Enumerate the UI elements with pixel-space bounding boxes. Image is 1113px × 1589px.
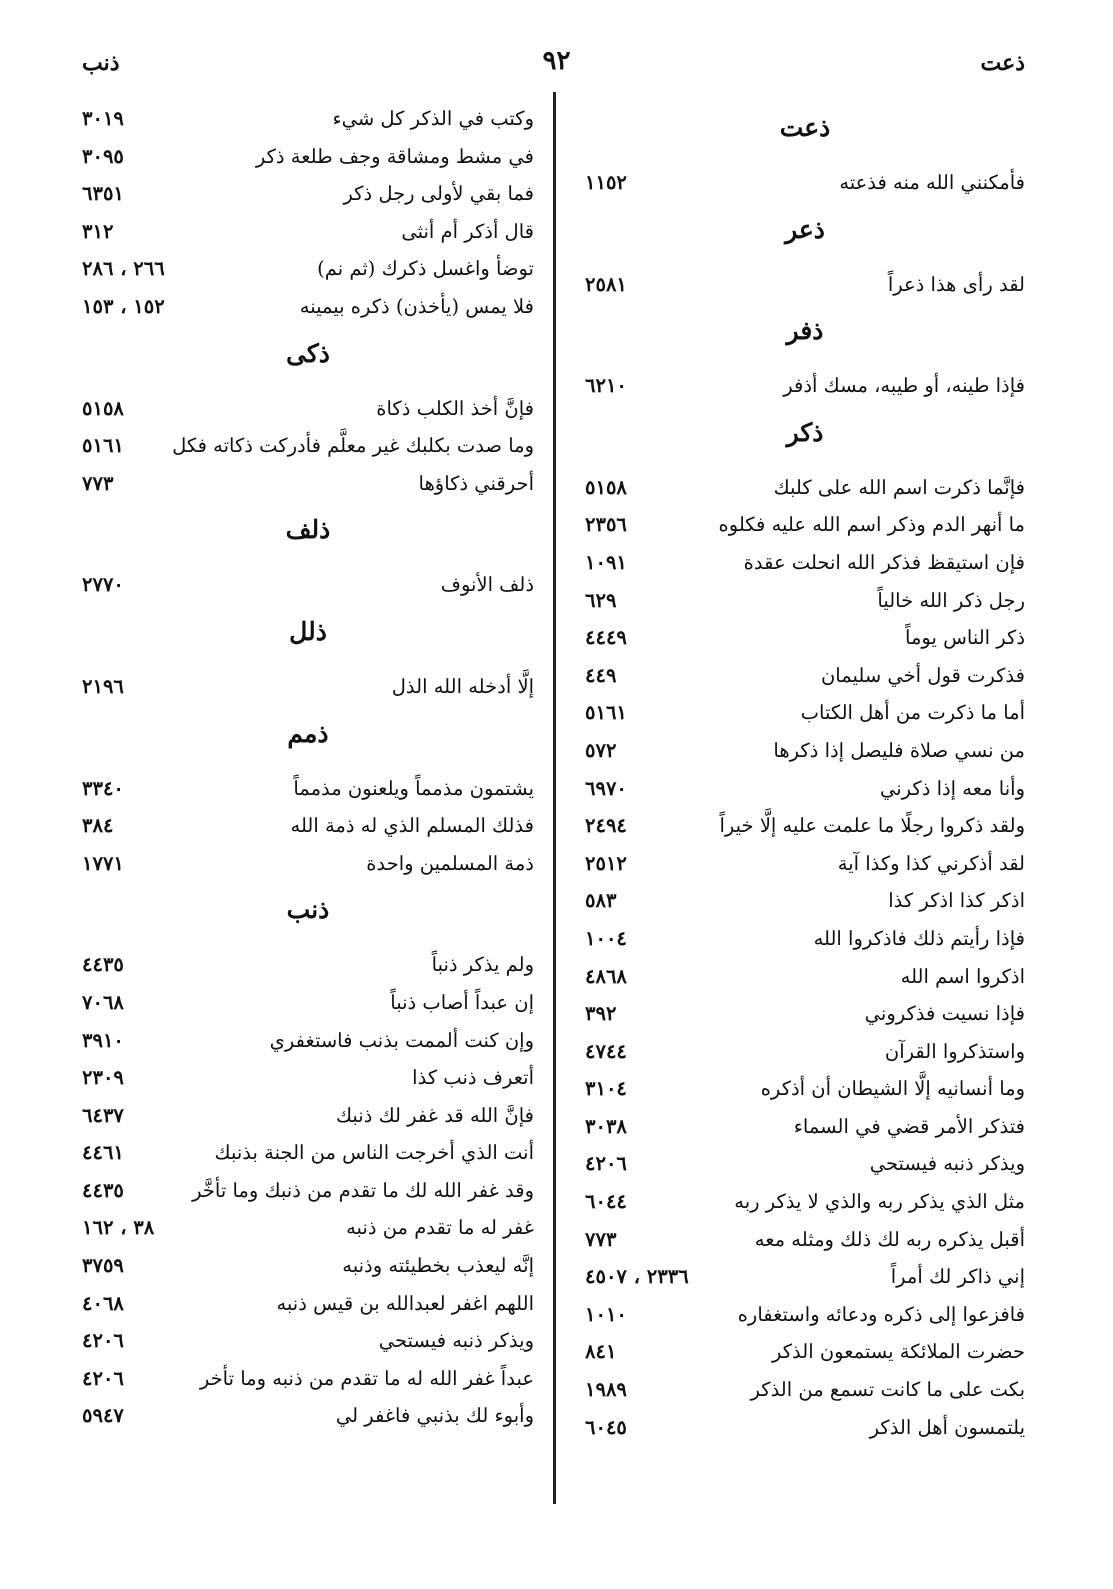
section-heading: ذلل [289, 616, 327, 646]
index-entry [585, 367, 1025, 405]
entry-text: فإذا نسيت فذكروني [864, 1002, 1025, 1026]
entry-text: فإنَّ أخذ الكلب ذكاة [376, 396, 534, 420]
entry-reference-number: ٢٣٥٦ [585, 513, 627, 537]
entry-text: وما أنسانيه إلَّا الشيطان أن أذكره [760, 1077, 1025, 1101]
index-entry [82, 1022, 534, 1060]
entry-text: فإنَّما ذكرت اسم الله على كلبك [773, 475, 1025, 499]
entry-reference-number: ٦٢٩ [585, 588, 617, 612]
index-entry [82, 138, 534, 176]
index-entry [82, 1322, 534, 1360]
entry-reference-number: ٣١٢ [82, 219, 114, 243]
index-entry [585, 582, 1025, 620]
index-entry [82, 984, 534, 1022]
entry-text: ما أنهر الدم وذكر اسم الله عليه فكلوه [718, 513, 1025, 537]
entry-text: ولم يذكر ذنباً [431, 953, 534, 977]
index-entry [82, 1097, 534, 1135]
section-heading: ذفر [786, 316, 824, 346]
index-entry [82, 1247, 534, 1285]
section-heading: ذعت [779, 113, 831, 142]
entry-reference-number: ٤٤٣٥ [82, 953, 124, 977]
index-entry [585, 845, 1025, 883]
entry-text: فأمكنني الله منه فذعته [839, 171, 1025, 194]
index-entry [82, 390, 534, 428]
entry-reference-number: ٦٠٤٥ [585, 1415, 627, 1439]
left-column [82, 100, 534, 1435]
entry-reference-number: ٢٣٣٦ ، ٤٥٠٧ [585, 1265, 689, 1289]
entry-reference-number: ٥١٥٨ [82, 396, 124, 420]
entry-reference-number: ٢٧٧٠ [82, 573, 124, 597]
entry-reference-number: ٣٨٤ [82, 814, 114, 838]
entry-reference-number: ٢٤٩٤ [585, 814, 627, 838]
entry-reference-number: ٥٩٤٧ [82, 1404, 124, 1428]
index-entry [585, 995, 1025, 1033]
index-entry [585, 1070, 1025, 1108]
entry-reference-number: ٣٠٩٥ [82, 144, 124, 168]
index-entry [82, 807, 534, 845]
entry-reference-number: ٧٠٦٨ [82, 990, 124, 1014]
entry-reference-number: ٧٧٣ [585, 1227, 617, 1251]
entry-text: اللهم اغفر لعبدالله بن قيس ذنبه [276, 1291, 534, 1315]
index-entry [585, 1371, 1025, 1409]
entry-reference-number: ٤٤٣٥ [82, 1178, 124, 1202]
index-entry [585, 882, 1025, 920]
entry-text: توضأ واغسل ذكرك (ثم نم) [317, 257, 534, 281]
entry-reference-number: ٣٩١٠ [82, 1028, 124, 1052]
entry-reference-number: ٦٩٧٠ [585, 776, 627, 800]
column-divider [553, 92, 556, 1504]
entry-reference-number: ١٠٩١ [585, 550, 627, 574]
index-entry [585, 958, 1025, 996]
entry-reference-number: ١٥٢ ، ١٥٣ [82, 294, 165, 318]
entry-reference-number: ٤٤٩ [585, 663, 617, 687]
entry-text: فإن استيقظ فذكر الله انحلت عقدة [743, 550, 1025, 574]
entry-text: وإن كنت ألممت بذنب فاستغفري [269, 1028, 534, 1052]
entry-reference-number: ٧٧٣ [82, 471, 114, 495]
entry-reference-number: ٤٨٦٨ [585, 964, 627, 988]
index-entry [82, 770, 534, 808]
entry-text: بكت على ما كانت تسمع من الذكر [750, 1378, 1025, 1402]
entry-reference-number: ٦٢١٠ [585, 374, 627, 398]
index-entry [82, 100, 534, 138]
entry-text: فإذا رأيتم ذلك فاذكروا الله [813, 926, 1025, 950]
entry-reference-number: ٢٥١٢ [585, 851, 627, 875]
index-entry [82, 465, 534, 503]
section-heading: ذنب [286, 895, 330, 925]
entry-reference-number: ٣٨ ، ١٦٢ [82, 1216, 155, 1240]
entry-reference-number: ٥٨٣ [585, 889, 617, 913]
entry-text: فذكرت قول أخي سليمان [820, 663, 1025, 687]
index-entry [585, 1296, 1025, 1334]
index-entry [82, 946, 534, 984]
entry-reference-number: ٥١٥٨ [585, 475, 627, 499]
entry-text: فافزعوا إلى ذكره ودعائه واستغفاره [737, 1302, 1025, 1326]
entry-text: إن عبداً أصاب ذنباً [390, 990, 534, 1014]
entry-reference-number: ٤٤٤٩ [585, 626, 627, 650]
entry-reference-number: ١١٥٢ [585, 171, 627, 194]
entry-reference-number: ٥١٦١ [585, 701, 627, 725]
entry-reference-number: ٥٧٢ [585, 738, 617, 762]
entry-text: لقد رأى هذا ذعراً [887, 272, 1025, 296]
entry-text: اذكر كذا اذكر كذا [888, 889, 1025, 913]
entry-text: مثل الذي يذكر ربه والذي لا يذكر ربه [734, 1190, 1025, 1214]
entry-reference-number: ٢٦٦ ، ٢٨٦ [82, 257, 165, 281]
entry-text: ويذكر ذنبه فيستحي [869, 1152, 1025, 1176]
entry-text: يلتمسون أهل الذكر [869, 1415, 1025, 1439]
entry-text: فلا يمس (يأخذن) ذكره بيمينه [299, 294, 534, 318]
index-entry [82, 250, 534, 288]
index-entry [585, 1221, 1025, 1259]
entry-text: يشتمون مذمماً ويلعنون مذمماً [293, 776, 534, 800]
entry-reference-number: ١٠٠٤ [585, 926, 627, 950]
entry-text: ذكر الناس يوماً [905, 626, 1025, 650]
index-entry [82, 1285, 534, 1323]
index-entry [82, 213, 534, 251]
entry-reference-number: ٦٤٣٧ [82, 1103, 124, 1127]
entry-text: ذمة المسلمين واحدة [366, 851, 534, 875]
entry-reference-number: ٣٠١٩ [82, 107, 124, 130]
index-entry [585, 1033, 1025, 1071]
page-header [0, 42, 1113, 82]
entry-text: أتعرف ذنب كذا [412, 1066, 534, 1090]
index-entry [82, 427, 534, 465]
entry-text: فما بقي لأولى رجل ذكر [343, 182, 534, 206]
entry-reference-number: ٣٣٤٠ [82, 776, 124, 800]
entry-text: واستذكروا القرآن [884, 1039, 1025, 1063]
entry-text: إنَّه ليعذب بخطيئته وذنبه [342, 1254, 534, 1278]
index-entry [585, 1108, 1025, 1146]
index-entry [82, 1209, 534, 1247]
index-entry [585, 920, 1025, 958]
entry-text: فإذا طينه، أو طيبه، مسك أذفر [783, 374, 1025, 398]
page-number: ٩٢ [542, 46, 571, 76]
index-entry [585, 266, 1025, 304]
header-right-root-word: ذعت [980, 50, 1025, 76]
index-entry [585, 1145, 1025, 1183]
entry-reference-number: ٤٧٤٤ [585, 1039, 627, 1063]
entry-text: اذكروا اسم الله [900, 964, 1025, 988]
index-entry [585, 694, 1025, 732]
section-heading: ذعر [785, 214, 825, 244]
index-entry [585, 1409, 1025, 1447]
entry-text: إلَّا أدخله الله الذل [391, 674, 534, 698]
entry-text: وكتب في الذكر كل شيء [332, 107, 534, 130]
section-heading: ذلف [285, 515, 331, 545]
index-entry [82, 175, 534, 213]
entry-text: لقد أذكرني كذا وكذا آية [837, 851, 1025, 875]
index-entry [82, 288, 534, 326]
entry-reference-number: ٤٢٠٦ [82, 1329, 124, 1353]
entry-text: ولقد ذكروا رجلًا ما علمت عليه إلَّا خيراً [719, 814, 1025, 838]
entry-text: وقد غفر الله لك ما تقدم من ذنبك وما تأخَّر [192, 1178, 534, 1202]
index-entry [585, 657, 1025, 695]
index-entry [585, 619, 1025, 657]
entry-reference-number: ١٠١٠ [585, 1302, 627, 1326]
index-entry [82, 668, 534, 706]
index-entry [82, 1172, 534, 1210]
entry-reference-number: ٤٠٦٨ [82, 1291, 124, 1315]
entry-reference-number: ٣٧٥٩ [82, 1254, 124, 1278]
index-entry [82, 1134, 534, 1172]
section-heading: ذكر [786, 417, 824, 447]
entry-text: أما ما ذكرت من أهل الكتاب [800, 701, 1025, 725]
entry-text: غفر له ما تقدم من ذنبه [346, 1216, 534, 1240]
index-entry [585, 1183, 1025, 1221]
entry-reference-number: ٤٢٠٦ [82, 1366, 124, 1390]
entry-text: حضرت الملائكة يستمعون الذكر [771, 1340, 1025, 1364]
entry-text: رجل ذكر الله خالياً [877, 588, 1025, 612]
entry-text: أحرقني ذكاؤها [418, 471, 534, 495]
entry-reference-number: ٣١٠٤ [585, 1077, 627, 1101]
entry-text: أقبل يذكره ربه لك ذلك ومثله معه [754, 1227, 1025, 1251]
entry-text: فذلك المسلم الذي له ذمة الله [290, 814, 534, 838]
entry-text: وأبوء لك بذنبي فاغفر لي [335, 1404, 534, 1428]
index-entry [585, 544, 1025, 582]
section-heading: ذكى [286, 338, 330, 368]
index-entry [585, 164, 1025, 202]
section-heading: ذمم [287, 718, 329, 748]
entry-text: من نسي صلاة فليصل إذا ذكرها [773, 738, 1025, 762]
index-entry [585, 807, 1025, 845]
entry-reference-number: ٨٤١ [585, 1340, 617, 1364]
index-entry [585, 506, 1025, 544]
entry-text: وما صدت بكلبك غير معلَّم فأدركت ذكاته فكل [172, 434, 534, 458]
entry-text: فتذكر الأمر قضي في السماء [793, 1114, 1025, 1138]
entry-reference-number: ٦٠٤٤ [585, 1190, 627, 1214]
entry-text: في مشط ومشاقة وجف طلعة ذكر [255, 144, 534, 168]
entry-text: قال أذكر أم أنثى [401, 219, 534, 243]
index-entry [585, 1333, 1025, 1371]
index-entry [585, 732, 1025, 770]
entry-reference-number: ٢٥٨١ [585, 272, 627, 296]
right-column [585, 100, 1025, 1446]
entry-text: ذلف الأنوف [440, 573, 534, 597]
index-entry [82, 566, 534, 604]
index-entry [82, 1059, 534, 1097]
entry-text: أنت الذي أخرجت الناس من الجنة بذنبك [214, 1141, 534, 1165]
index-entry [585, 770, 1025, 808]
entry-text: عبداً غفر الله له ما تقدم من ذنبه وما تأخر [199, 1366, 534, 1390]
entry-reference-number: ١٧٧١ [82, 851, 124, 875]
entry-text: فإنَّ الله قد غفر لك ذنبك [335, 1103, 534, 1127]
entry-reference-number: ٤٢٠٦ [585, 1152, 627, 1176]
header-left-root-word: ذنب [82, 50, 120, 76]
entry-reference-number: ٣٩٢ [585, 1002, 617, 1026]
index-entry [585, 469, 1025, 507]
entry-reference-number: ١٩٨٩ [585, 1378, 627, 1402]
entry-text: ويذكر ذنبه فيستحي [378, 1329, 534, 1353]
index-entry [585, 1258, 1025, 1296]
index-entry [82, 1397, 534, 1435]
entry-reference-number: ٣٠٣٨ [585, 1114, 627, 1138]
entry-reference-number: ٢٣٠٩ [82, 1066, 124, 1090]
entry-reference-number: ٦٣٥١ [82, 182, 124, 206]
index-entry [82, 845, 534, 883]
entry-reference-number: ٤٤٦١ [82, 1141, 124, 1165]
entry-text: وأنا معه إذا ذكرني [879, 776, 1025, 800]
entry-reference-number: ٥١٦١ [82, 434, 124, 458]
entry-reference-number: ٢١٩٦ [82, 674, 124, 698]
index-entry [82, 1360, 534, 1398]
entry-text: إني ذاكر لك أمراً [890, 1265, 1025, 1289]
